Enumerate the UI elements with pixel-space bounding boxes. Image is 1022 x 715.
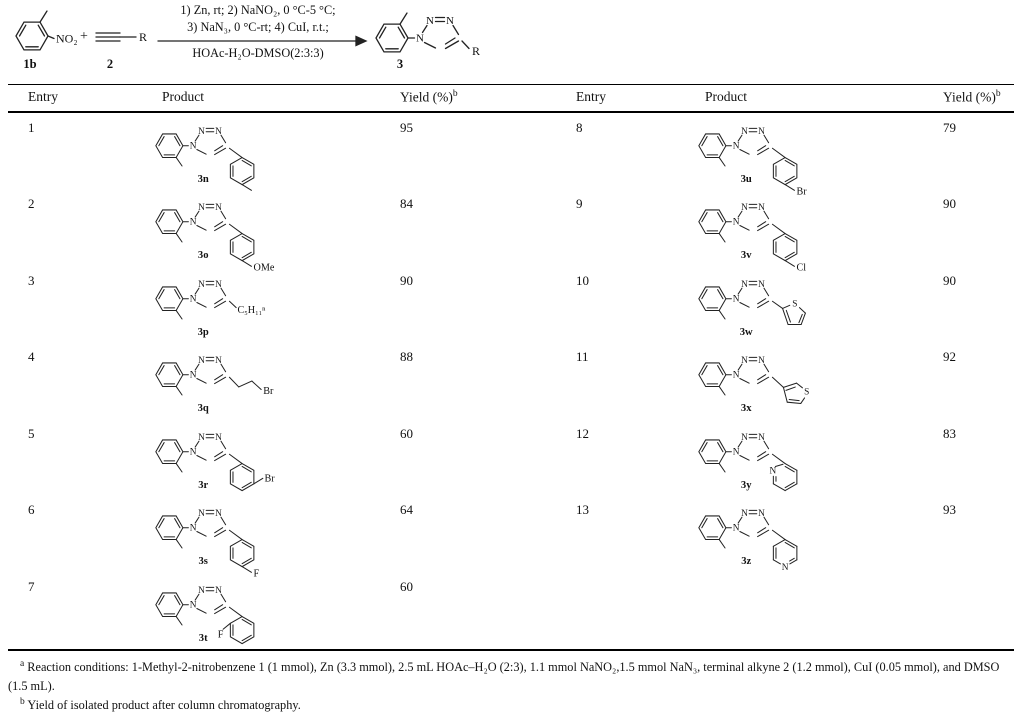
svg-text:N: N [198,585,205,596]
table-row [556,342,1014,419]
alkyne-label: 2 [106,57,114,71]
svg-text:3n: 3n [197,173,209,185]
conditions-line-3: HOAc-H₂O-DMSO(2:3:3) [192,46,324,60]
footnote-b-marker: b [20,696,25,707]
header-product-right: Product [705,89,747,104]
molecule-3s [144,493,347,581]
svg-text:N: N [189,447,197,458]
product-structure [158,113,396,199]
entry-number: 10 [576,272,589,288]
scheme-product-label: 3 [396,57,404,71]
svg-text:Br: Br [263,386,274,398]
svg-text:Br: Br [264,473,275,485]
product-structure [701,266,939,352]
yield-value: 92 [943,349,956,364]
footnote-b-text: Yield of isolated product after column chromatography. [27,698,301,713]
product-r-label: R [472,44,481,58]
molecule-3v [687,187,890,275]
header-entry-right: Entry [576,89,606,104]
entry-number: 4 [28,349,35,364]
entry-number: 13 [576,502,589,517]
header-yield-left [396,89,556,106]
svg-text:N: N [758,279,765,290]
molecule-3n [144,111,347,199]
svg-text:N: N [758,202,765,213]
svg-text:Br: Br [796,185,807,197]
yield-value: 60 [400,578,413,594]
svg-text:N: N [741,355,748,366]
product-structure [158,342,396,428]
yield-value: 93 [943,502,956,517]
yield-value: 95 [400,119,413,135]
svg-text:N: N [198,355,205,366]
svg-text:S: S [792,298,798,309]
alkyne-structure [96,30,147,71]
table-left-column [8,113,556,649]
molecule-3z [687,493,890,581]
yield-header-text: Yield (%) [943,89,996,105]
svg-text:N: N [198,126,205,137]
entry-number: 12 [576,425,589,441]
svg-text:3w: 3w [739,326,753,338]
svg-text:N: N [198,202,205,213]
molecule-3r [144,417,347,505]
molecule-3p [144,264,347,352]
svg-text:N: N [758,126,765,137]
table-row [556,266,1014,343]
svg-text:3p: 3p [197,326,209,338]
entry-number: 9 [576,196,583,211]
entry-number: 8 [576,119,583,135]
svg-text:3s: 3s [198,556,208,568]
svg-text:F: F [253,568,260,580]
entry-number: 7 [28,578,35,594]
triazole-n1: N [416,32,424,45]
entry-number: 1 [28,119,35,135]
alkyne-r-label: R [139,30,148,44]
product-structure [158,189,396,275]
svg-text:N: N [741,126,748,137]
product-structure [158,572,396,658]
header-yield-right [939,89,1014,106]
svg-text:N: N [215,126,222,137]
table-row [8,189,556,274]
product-structure [701,495,939,581]
svg-text:N: N [189,217,197,228]
svg-text:3o: 3o [197,250,209,262]
product-structure [158,419,396,505]
reactant-structure [16,11,78,71]
svg-text:N: N [741,508,748,519]
svg-text:3q: 3q [197,403,209,415]
svg-text:3u: 3u [740,173,752,185]
footnote-a-marker: a [20,659,25,669]
yield-value: 60 [400,425,413,441]
yield-value: 90 [400,272,413,288]
plus-sign: + [80,29,88,44]
table-row [556,495,1014,572]
table-row [8,113,556,190]
product-structure [701,419,939,505]
conditions-line-1: 1) Zn, rt; 2) NaNO₂, 0 °C-5 °C; [180,3,336,17]
conditions-line-2: 3) NaN₃, 0 °C-rt; 4) CuI, r.t.; [187,20,329,34]
product-structure [701,189,939,275]
footnote-a-text: Reaction conditions: 1-Methyl-2-nitrobenzene 1 (1 mmol), Zn (3.3 mmol), 2.5 mL HOAc–H₂O (2:3), 1.1 mmol NaNO₂,1.5 mmol NaN₃, terminal alkyne 2 (1.2 mmol), CuI (0.05 mmol), and DMSO (1.5 mL). [8,660,1000,693]
svg-text:C₅H₁₁ⁿ: C₅H₁₁ⁿ [237,304,266,316]
svg-text:N: N [758,355,765,366]
triazole-n2: N [426,15,434,27]
svg-text:Cl: Cl [796,262,807,274]
svg-text:N: N [189,523,197,534]
footnote-b [8,695,1014,715]
yield-value: 64 [400,502,413,517]
yield-header-sup: b [452,89,458,99]
svg-text:N: N [189,370,197,381]
molecule-3y [687,417,890,505]
svg-text:N: N [215,585,222,596]
svg-text:N: N [215,202,222,213]
svg-text:3x: 3x [740,403,752,415]
header-product-left: Product [162,89,204,104]
molecule-3o [144,187,347,275]
scheme-product-structure [376,13,480,71]
molecule-3x [687,340,890,428]
table-header [8,84,1014,113]
svg-text:N: N [189,294,197,305]
table-row [556,113,1014,197]
product-structure [701,113,939,199]
product-structure [158,266,396,352]
svg-text:N: N [215,279,222,290]
triazole-n3: N [446,15,454,27]
entry-number: 3 [28,272,35,288]
svg-text:N: N [732,370,740,381]
entry-number: 5 [28,425,35,441]
svg-text:N: N [198,432,205,443]
svg-text:N: N [781,562,789,573]
svg-text:N: N [732,217,740,228]
entry-number: 11 [576,349,589,364]
yield-header-sup: b [995,89,1001,99]
molecule-3w [687,264,890,352]
molecule-3t [144,570,347,658]
table-row [8,572,556,649]
table-row [8,419,556,496]
svg-text:N: N [189,141,197,152]
table-row [8,495,556,580]
svg-text:N: N [758,508,765,519]
svg-text:3v: 3v [740,250,752,262]
svg-text:N: N [732,447,740,458]
reaction-arrow [158,37,366,46]
entry-number: 2 [28,196,35,211]
svg-text:N: N [741,432,748,443]
reaction-scheme [0,0,1022,84]
svg-text:N: N [215,508,222,519]
svg-text:N: N [198,508,205,519]
svg-text:N: N [741,202,748,213]
svg-text:N: N [758,432,765,443]
svg-text:N: N [189,600,197,611]
no2-label: NO₂ [56,31,78,46]
yield-header-text: Yield (%) [400,89,453,105]
svg-text:N: N [215,432,222,443]
product-structure [158,495,396,581]
svg-text:S: S [804,387,810,398]
table-row [8,266,556,343]
svg-text:N: N [732,294,740,305]
svg-text:N: N [741,279,748,290]
yield-value: 90 [943,196,956,211]
svg-text:3r: 3r [198,479,209,491]
table-row [556,189,1014,274]
svg-text:3y: 3y [740,479,752,491]
molecule-3q [144,340,347,428]
svg-text:N: N [769,466,777,477]
footnotes [8,649,1014,715]
table-row [556,419,1014,496]
yield-value: 83 [943,425,956,441]
yield-value: 90 [943,272,956,288]
svg-text:OMe: OMe [253,262,275,274]
molecule-3u [687,111,890,199]
entry-number: 6 [28,502,35,517]
svg-text:N: N [732,141,740,152]
yield-value: 88 [400,349,413,364]
footnote-a [8,657,1014,695]
svg-text:N: N [732,523,740,534]
product-structure [701,342,939,428]
yield-value: 84 [400,196,413,211]
svg-text:N: N [198,279,205,290]
svg-text:3t: 3t [198,632,208,644]
reactant-label: 1b [23,57,37,71]
svg-text:F: F [217,628,224,640]
table-right-column [556,113,1014,649]
table-body [8,113,1014,649]
table-row [8,342,556,419]
svg-text:N: N [215,355,222,366]
yield-value: 79 [943,119,956,135]
svg-text:3z: 3z [741,556,752,568]
header-entry-left: Entry [28,89,58,104]
